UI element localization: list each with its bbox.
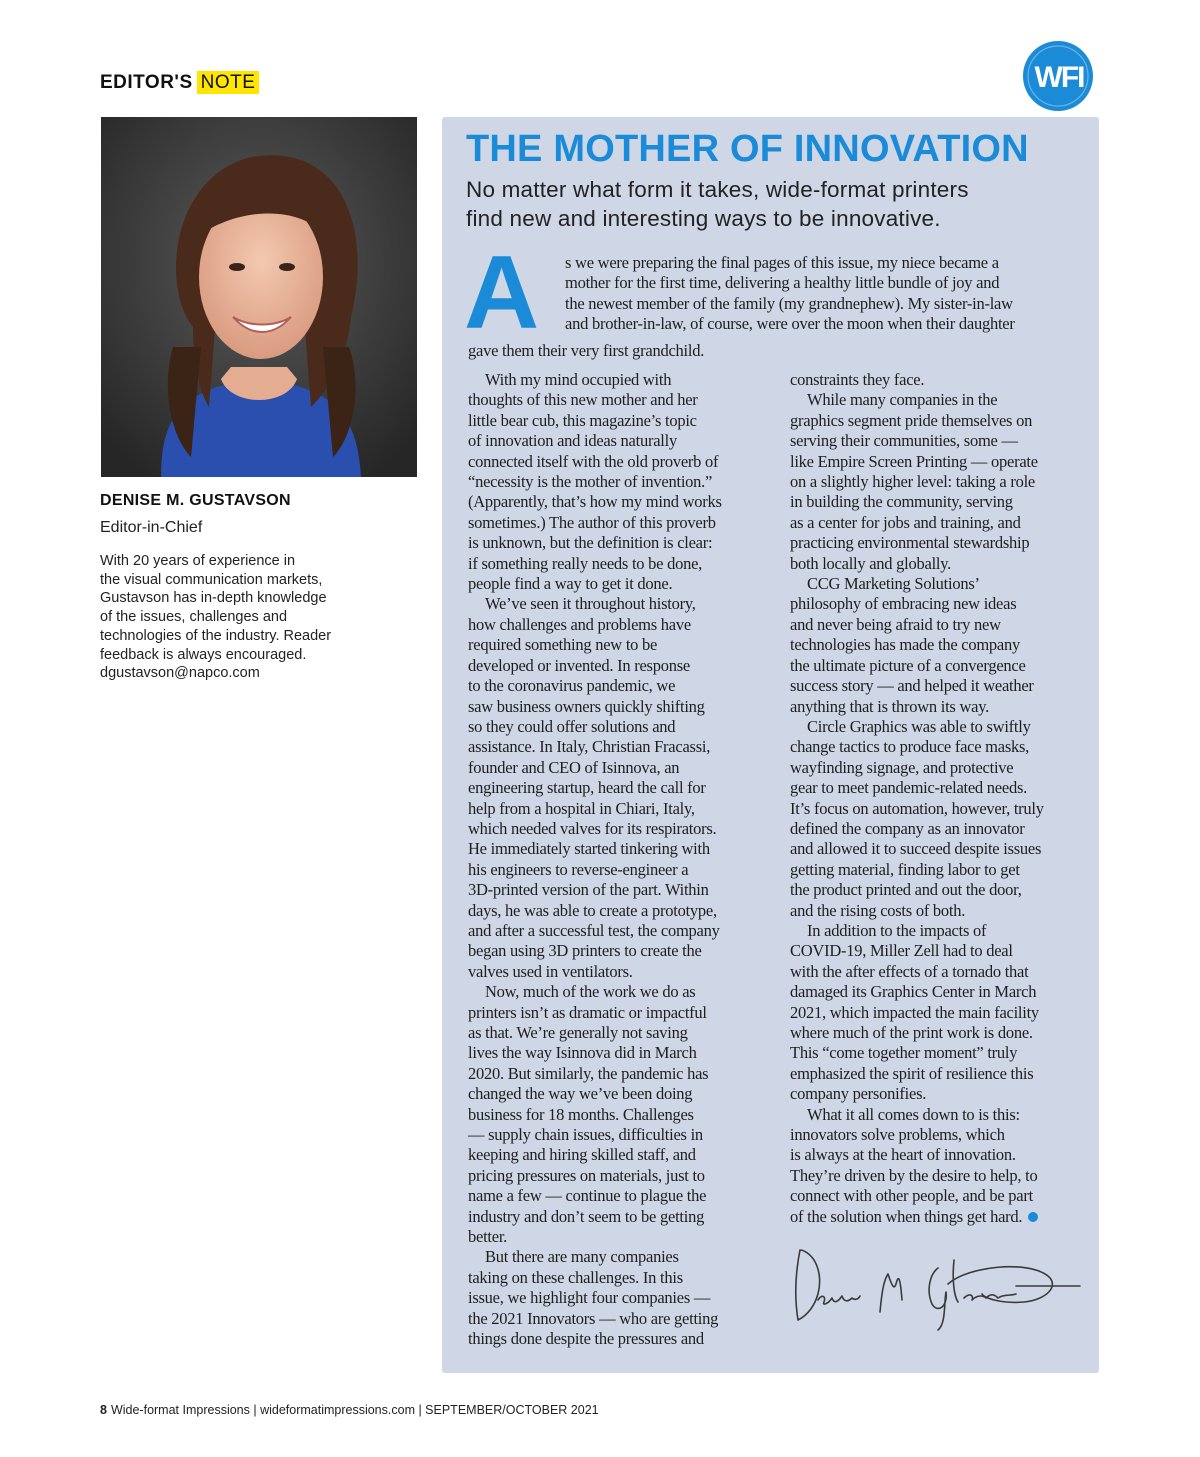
text-line: on a slightly higher level: taking a role — [790, 472, 1035, 492]
text-line: success story — and helped it weather — [790, 676, 1034, 696]
bio-line: the visual communication markets, — [100, 571, 323, 588]
text-line: is always at the heart of innovation. — [790, 1145, 1016, 1165]
text-line: industry and don’t seem to be getting — [468, 1206, 705, 1226]
lead-tail: gave them their very first grandchild. — [468, 341, 705, 360]
text-line: his engineers to reverse-engineer a — [468, 859, 689, 879]
text-line: the ultimate picture of a convergence — [790, 655, 1026, 675]
text-line: which needed valves for its respirators. — [468, 818, 717, 838]
text-line: gear to meet pandemic-related needs. — [790, 778, 1028, 798]
text-line: assistance. In Italy, Christian Fracassi, — [468, 737, 711, 757]
text-line: in building the community, serving — [790, 492, 1013, 512]
section-label-highlight: NOTE — [197, 71, 260, 94]
text-line: things done despite the pressures and — [468, 1329, 704, 1349]
text-line: if something really needs to be done, — [468, 553, 703, 573]
author-photo — [101, 117, 417, 477]
text-line: 2020. But similarly, the pandemic has — [468, 1063, 709, 1083]
text-line: and never being afraid to try new — [790, 614, 1001, 634]
text-line: COVID-19, Miller Zell had to deal — [790, 941, 1013, 961]
text-line: is unknown, but the definition is clear: — [468, 533, 713, 553]
bio-line: feedback is always encouraged. — [100, 646, 307, 663]
text-line: sometimes.) The author of this proverb — [468, 512, 716, 532]
text-line: In addition to the impacts of — [807, 920, 987, 940]
text-line: damaged its Graphics Center in March — [790, 982, 1037, 1002]
text-line: people find a way to get it done. — [468, 574, 673, 594]
text-line: and the rising costs of both. — [790, 900, 966, 920]
text-line: required something new to be — [468, 635, 658, 655]
text-line: keeping and hiring skilled staff, and — [468, 1145, 696, 1165]
text-line: like Empire Screen Printing — operate — [790, 451, 1038, 471]
bio-line: of the issues, challenges and — [100, 609, 288, 626]
text-line: taking on these challenges. In this — [468, 1267, 683, 1287]
text-line: little bear cub, this magazine’s topic — [468, 410, 697, 430]
text-line: connected itself with the old proverb of — [468, 451, 719, 471]
text-line: saw business owners quickly shifting — [468, 696, 705, 716]
text-line: He immediately started tinkering with — [468, 839, 710, 859]
text-line: both locally and globally. — [790, 553, 952, 573]
bio-line: technologies of the industry. Reader — [100, 627, 332, 644]
signature — [788, 1240, 1088, 1335]
text-line: and after a successful test, the company — [468, 920, 720, 940]
text-line: getting material, finding labor to get — [790, 859, 1020, 879]
lead-line: the newest member of the family (my grandnephew). My sister-in-law — [565, 293, 1013, 313]
text-line: wayfinding signage, and protective — [790, 757, 1014, 777]
text-line: innovators solve problems, which — [790, 1125, 1005, 1145]
article-column-2 — [790, 370, 1044, 1227]
section-label — [100, 72, 259, 94]
end-mark-icon — [1028, 1212, 1038, 1222]
text-line: valves used in ventilators. — [468, 961, 633, 981]
lead-paragraph — [565, 253, 1015, 335]
author-name: DENISE M. GUSTAVSON — [100, 492, 291, 509]
text-line: graphics segment pride themselves on — [790, 410, 1033, 430]
text-line: company personifies. — [790, 1084, 927, 1104]
text-line: change tactics to produce face masks, — [790, 737, 1030, 757]
wfi-logo — [1022, 40, 1098, 112]
text-line: the 2021 Innovators — who are getting — [468, 1308, 719, 1328]
text-line: emphasized the spirit of resilience this — [790, 1063, 1034, 1083]
text-line: business for 18 months. Challenges — [468, 1104, 694, 1124]
text-line: philosophy of embracing new ideas — [790, 594, 1017, 614]
page-number: 8 — [100, 1403, 107, 1417]
text-line: pricing pressures on materials, just to — [468, 1165, 705, 1185]
text-line: They’re driven by the desire to help, to — [790, 1165, 1038, 1185]
deck-line: find new and interesting ways to be innovative. — [466, 206, 941, 231]
text-line: of innovation and ideas naturally — [468, 431, 677, 451]
text-line: the product printed and out the door, — [790, 880, 1022, 900]
article-deck — [466, 175, 969, 233]
text-line: began using 3D printers to create the — [468, 941, 702, 961]
text-line: anything that is thrown its way. — [790, 696, 989, 716]
text-line: as a center for jobs and training, and — [790, 512, 1021, 532]
text-line: help from a hospital in Chiari, Italy, — [468, 798, 695, 818]
text-line: days, he was able to create a prototype, — [468, 900, 717, 920]
footer-text: Wide-format Impressions | wideformatimpressions.com | SEPTEMBER/OCTOBER 2021 — [110, 1403, 599, 1417]
text-line: connect with other people, and be part — [790, 1186, 1033, 1206]
text-line: where much of the print work is done. — [790, 1023, 1033, 1042]
text-line: (Apparently, that’s how my mind works — [468, 492, 722, 512]
text-line: and allowed it to succeed despite issues — [790, 839, 1042, 859]
text-line: We’ve seen it throughout history, — [485, 594, 696, 614]
author-bio — [100, 552, 400, 683]
text-line: 3D-printed version of the part. Within — [468, 880, 709, 900]
text-line: 2021, which impacted the main facility — [790, 1002, 1039, 1022]
text-line: — supply chain issues, difficulties in — [468, 1125, 703, 1145]
text-line: engineering startup, heard the call for — [468, 778, 706, 798]
text-line: While many companies in the — [807, 390, 998, 410]
text-line: developed or invented. In response — [468, 655, 690, 675]
logo-text: WFI — [1034, 61, 1084, 94]
text-line: But there are many companies — [485, 1247, 679, 1267]
text-line: to the coronavirus pandemic, we — [468, 676, 676, 696]
text-line: thoughts of this new mother and her — [468, 390, 698, 410]
text-line: how challenges and problems have — [468, 614, 691, 634]
page-footer — [100, 1403, 599, 1417]
text-line: defined the company as an innovator — [790, 818, 1025, 838]
text-line: so they could offer solutions and — [468, 716, 676, 736]
text-line: serving their communities, some — — [790, 431, 1018, 451]
text-line: better. — [468, 1227, 508, 1247]
text-line: as that. We’re generally not saving — [468, 1023, 688, 1042]
text-line: Circle Graphics was able to swiftly — [807, 716, 1031, 736]
lead-line: s we were preparing the final pages of this issue, my niece became a — [565, 253, 999, 272]
text-line: with the after effects of a tornado that — [790, 961, 1029, 981]
text-line: printers isn’t as dramatic or impactful — [468, 1002, 707, 1022]
text-line: With my mind occupied with — [485, 370, 672, 389]
author-role: Editor-in-Chief — [100, 519, 203, 536]
text-line: changed the way we’ve been doing — [468, 1084, 693, 1104]
article-title: THE MOTHER OF INNOVATION — [466, 128, 1029, 170]
text-line: practicing environmental stewardship — [790, 533, 1030, 553]
text-line: CCG Marketing Solutions’ — [807, 574, 980, 594]
section-label-bold: EDITOR'S — [100, 72, 193, 93]
article-column-1 — [468, 370, 722, 1350]
text-line: It’s focus on automation, however, truly — [790, 798, 1044, 818]
text-line: name a few — continue to plague the — [468, 1186, 707, 1206]
text-line: lives the way Isinnova did in March — [468, 1043, 697, 1063]
text-line: Now, much of the work we do as — [485, 982, 696, 1002]
lead-line: mother for the first time, delivering a healthy little bundle of joy and — [565, 273, 1000, 293]
text-line: technologies has made the company — [790, 635, 1021, 655]
text-line: What it all comes down to is this: — [807, 1104, 1020, 1124]
text-line: This “come together moment” truly — [790, 1043, 1018, 1063]
text-line: “necessity is the mother of invention.” — [468, 472, 713, 492]
text-line: of the solution when things get hard. — [790, 1206, 1023, 1226]
deck-line: No matter what form it takes, wide-format printers — [466, 177, 969, 202]
text-line: issue, we highlight four companies — — [468, 1288, 711, 1308]
bio-line: Gustavson has in-depth knowledge — [100, 590, 327, 607]
text-line: constraints they face. — [790, 370, 925, 389]
drop-cap: A — [464, 235, 540, 351]
bio-line: With 20 years of experience in — [100, 553, 296, 569]
lead-line: and brother-in-law, of course, were over the moon when their daughter — [565, 314, 1015, 334]
author-email[interactable]: dgustavson@napco.com — [100, 665, 260, 682]
text-line: founder and CEO of Isinnova, an — [468, 757, 680, 777]
